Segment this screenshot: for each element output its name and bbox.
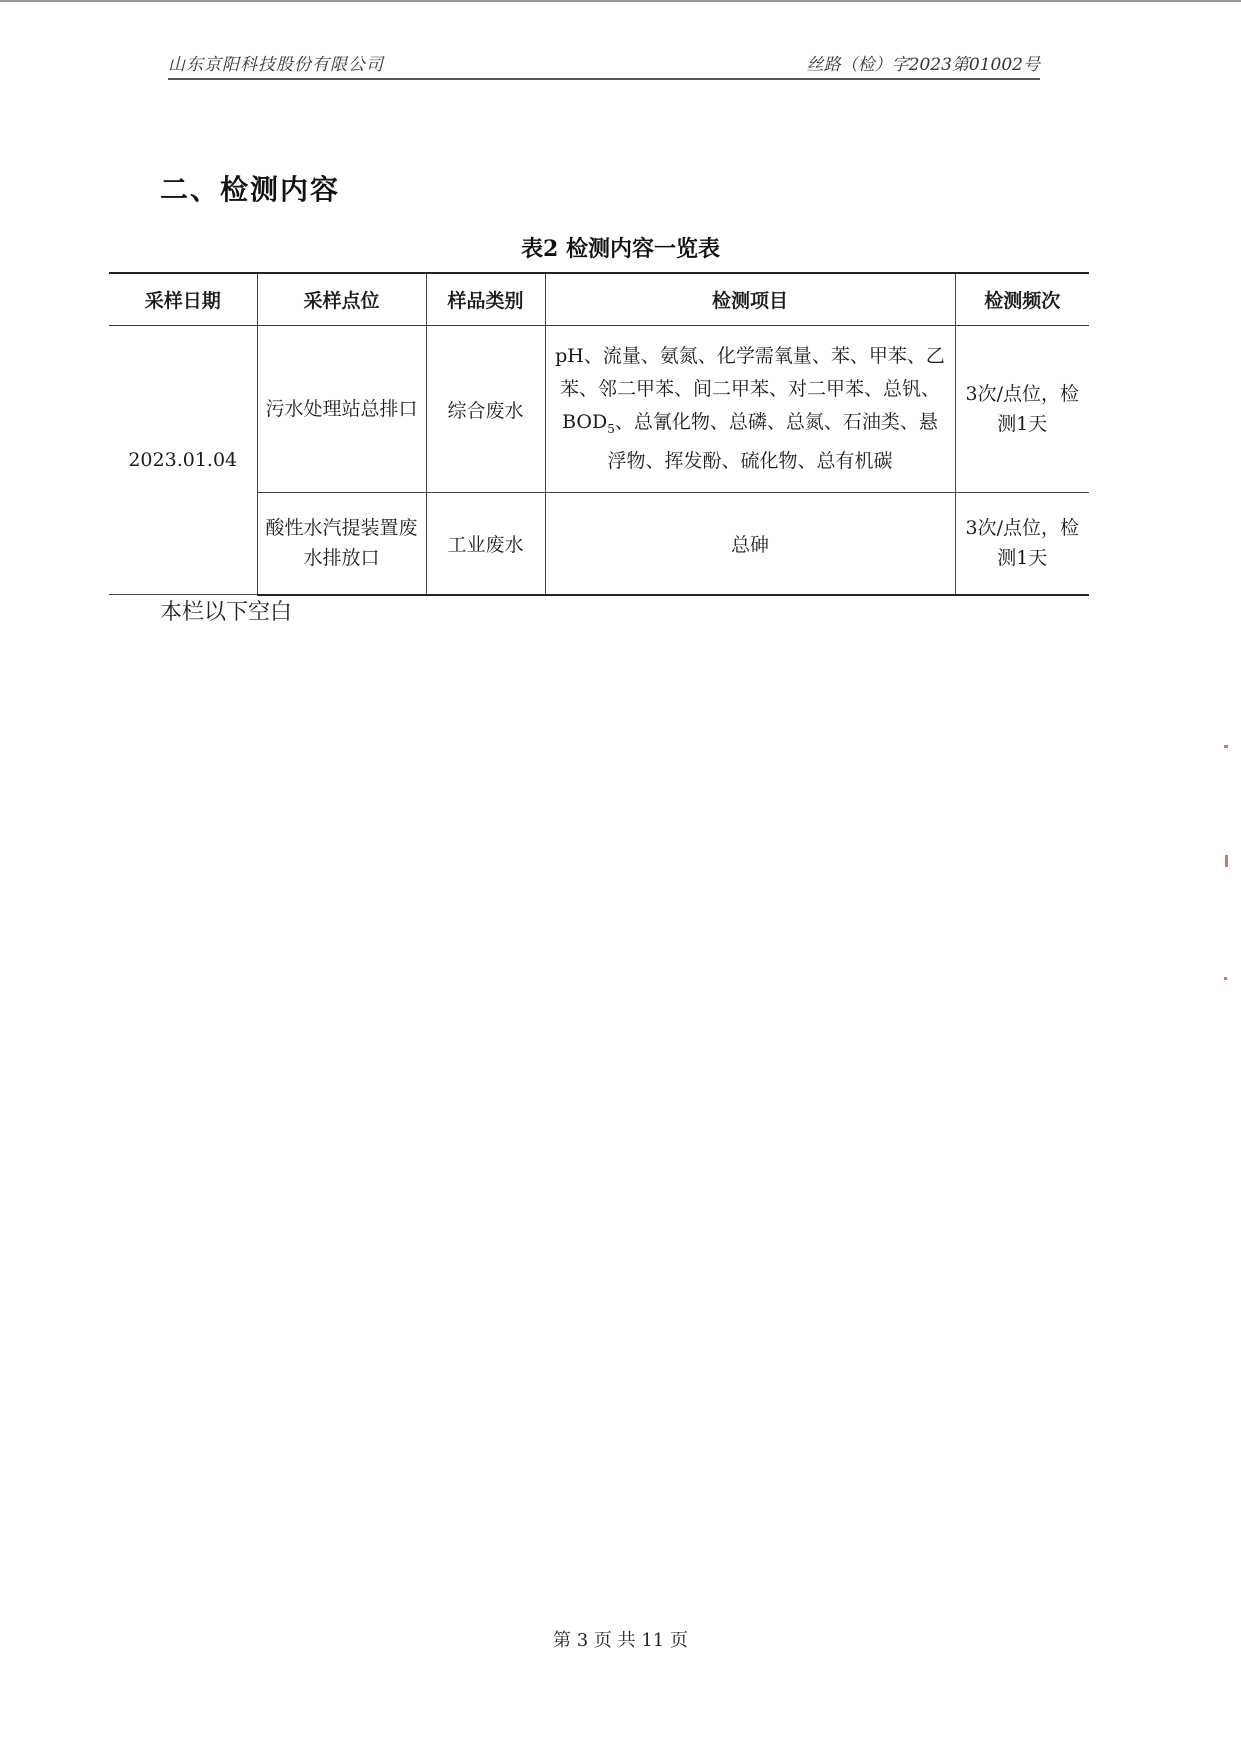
- blank-below-note: 本栏以下空白: [160, 600, 293, 625]
- scan-mark: [1224, 745, 1228, 748]
- header-frequency: 检测频次: [955, 273, 1089, 326]
- company-name: 山东京阳科技股份有限公司: [168, 55, 384, 75]
- frequency-cell: 3次/点位，检测1天: [955, 326, 1089, 493]
- scan-mark: [1224, 977, 1227, 980]
- page-footer: 第 3 页 共 11 页: [553, 1630, 688, 1651]
- frequency-cell: 3次/点位，检测1天: [955, 493, 1089, 595]
- sample-category-cell: 工业废水: [426, 493, 545, 595]
- scan-mark: [1225, 855, 1228, 867]
- detection-content-table: [109, 272, 1089, 596]
- sample-category-cell: 综合废水: [426, 326, 545, 493]
- header-rule: [168, 78, 1040, 80]
- sampling-point-cell: 污水处理站总排口: [257, 326, 426, 493]
- header-test-items: 检测项目: [545, 273, 955, 326]
- page-header: [168, 46, 1040, 80]
- table-row: [109, 326, 1089, 493]
- section-title: 二、检测内容: [160, 173, 341, 206]
- test-items-cell: 总砷: [545, 493, 955, 595]
- header-sampling-date: 采样日期: [109, 273, 257, 326]
- header-sample-category: 样品类别: [426, 273, 545, 326]
- test-items-cell: pH、流量、氨氮、化学需氧量、苯、甲苯、乙苯、邻二甲苯、间二甲苯、对二甲苯、总钒、$BOD_5$、总氰化物、总磷、总氮、石油类、悬浮物、挥发酚、硫化物、总有机碳: [545, 326, 955, 493]
- table-caption: 表2 检测内容一览表: [521, 236, 720, 262]
- report-number: 丝路（检）字2023第01002号: [806, 55, 1040, 75]
- sampling-date-cell: 2023.01.04: [109, 326, 257, 595]
- page-top-edge: [0, 0, 1241, 2]
- table-header-row: [109, 273, 1089, 326]
- sampling-point-cell: 酸性水汽提装置废水排放口: [257, 493, 426, 595]
- header-sampling-point: 采样点位: [257, 273, 426, 326]
